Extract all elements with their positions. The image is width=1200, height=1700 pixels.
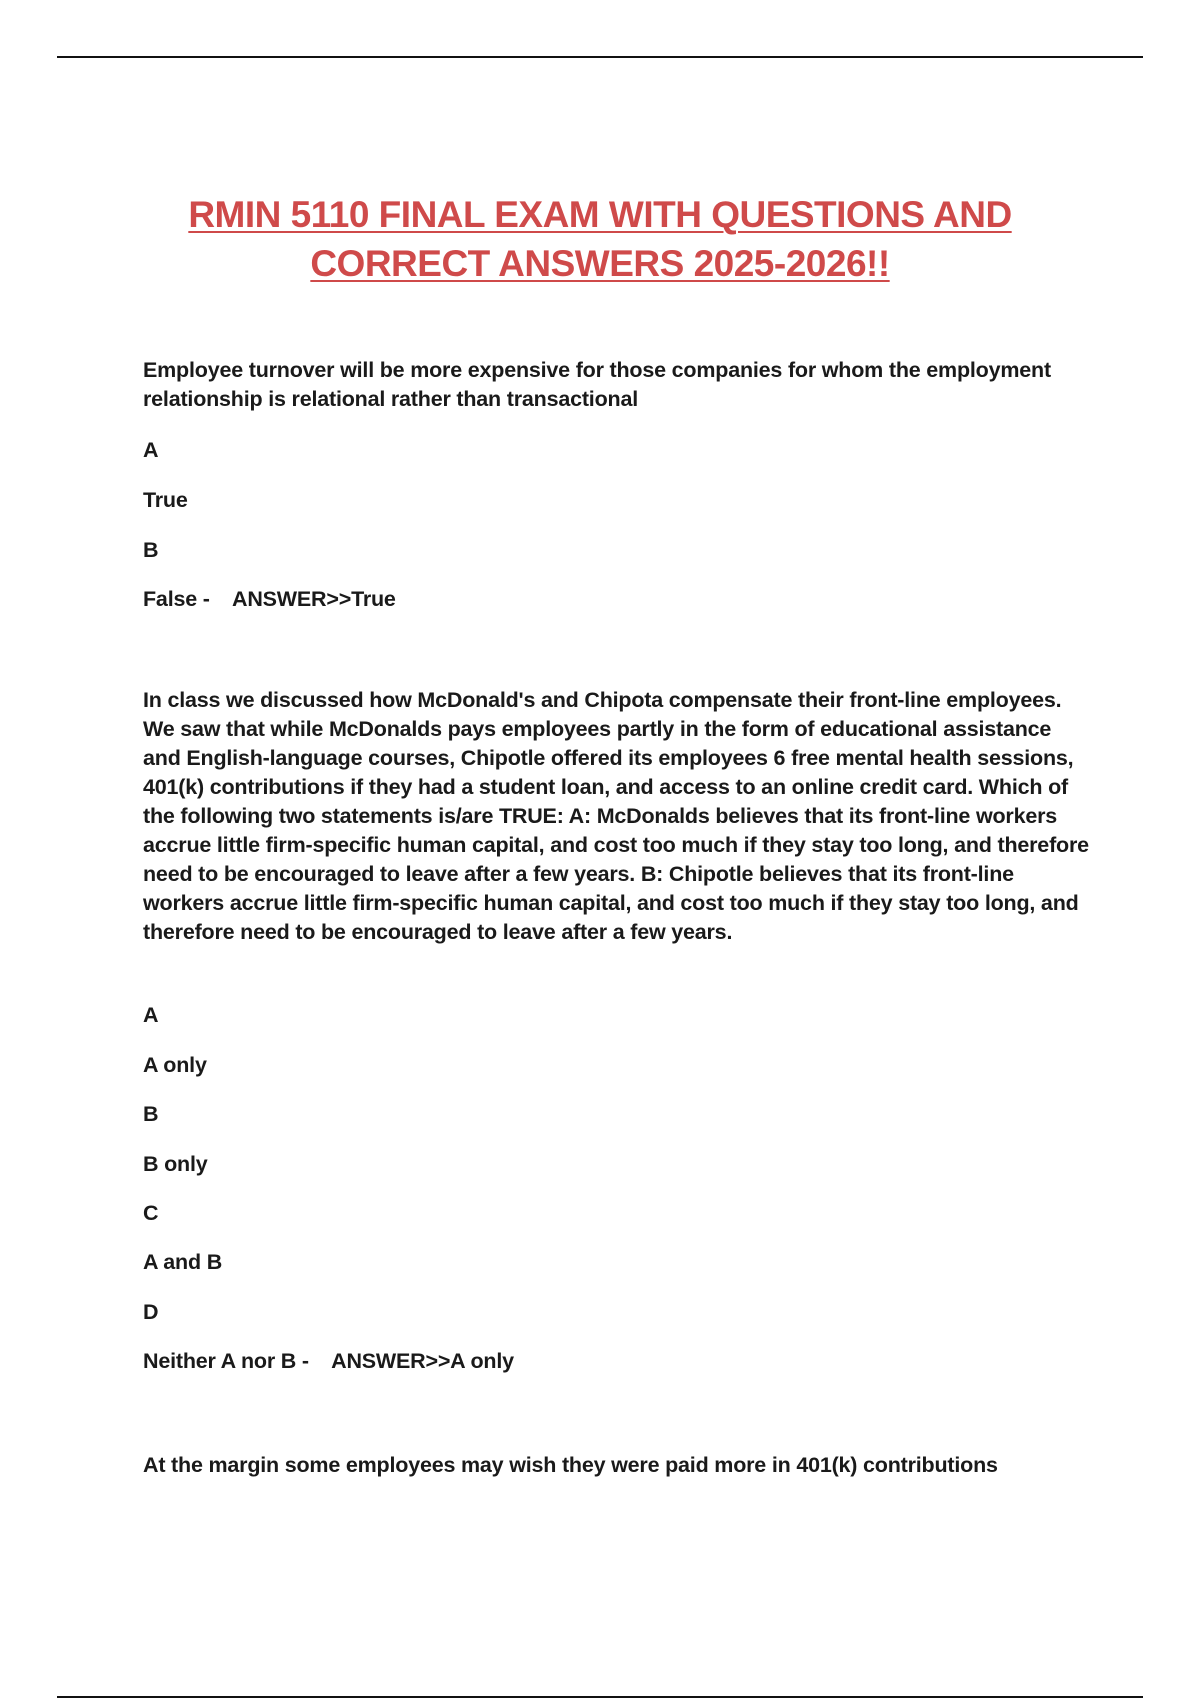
answer-line: Neither A nor B - ANSWER>>A only — [143, 1349, 514, 1373]
bottom-rule — [57, 1696, 1143, 1698]
question-1 — [143, 356, 1089, 414]
title-line-1: RMIN 5110 FINAL EXAM WITH QUESTIONS AND — [188, 194, 1012, 235]
title-line-2: CORRECT ANSWERS 2025-2026!! — [310, 243, 890, 284]
option-label: A — [143, 1003, 159, 1027]
option-label: C — [143, 1201, 159, 1225]
answer-line: False - ANSWER>>True — [143, 587, 396, 611]
question-3 — [143, 1451, 1089, 1480]
question-text: At the margin some employees may wish they were paid more in 401(k) contributions — [143, 1453, 998, 1477]
question-text: In class we discussed how McDonald's and Chipota compensate their front-line employees. We saw that while McDonalds pays employees partly in the form of educational assistance and English-language courses, Chipotle offered its employees 6 free mental health sessions, 401(k) contributions if they had a student loan, and access to an online credit card. Which of the following two statements is/are TRUE: A: McDonalds believes that its front-line workers accrue little firm-specific human capital, and cost too much if they stay too long, and therefore need to be encouraged to leave after a few years. B: Chipotle believes that its front-line workers accrue little firm-specific human capital, and cost too much if they stay too long, and therefore need to be encouraged to leave after a few years. — [143, 688, 1089, 944]
top-rule — [57, 56, 1143, 58]
option-label: B — [143, 1102, 159, 1126]
option-text: B only — [143, 1152, 208, 1176]
option-text: A only — [143, 1053, 207, 1077]
option-label: B — [143, 538, 159, 562]
question-text: Employee turnover will be more expensive for those companies for whom the employment relationship is relational rather than transactional — [143, 358, 1051, 411]
option-label: D — [143, 1300, 159, 1324]
question-2 — [143, 686, 1089, 947]
document-title — [100, 190, 1100, 288]
option-label: A — [143, 438, 159, 462]
option-text: A and B — [143, 1250, 223, 1274]
option-text: True — [143, 488, 188, 512]
